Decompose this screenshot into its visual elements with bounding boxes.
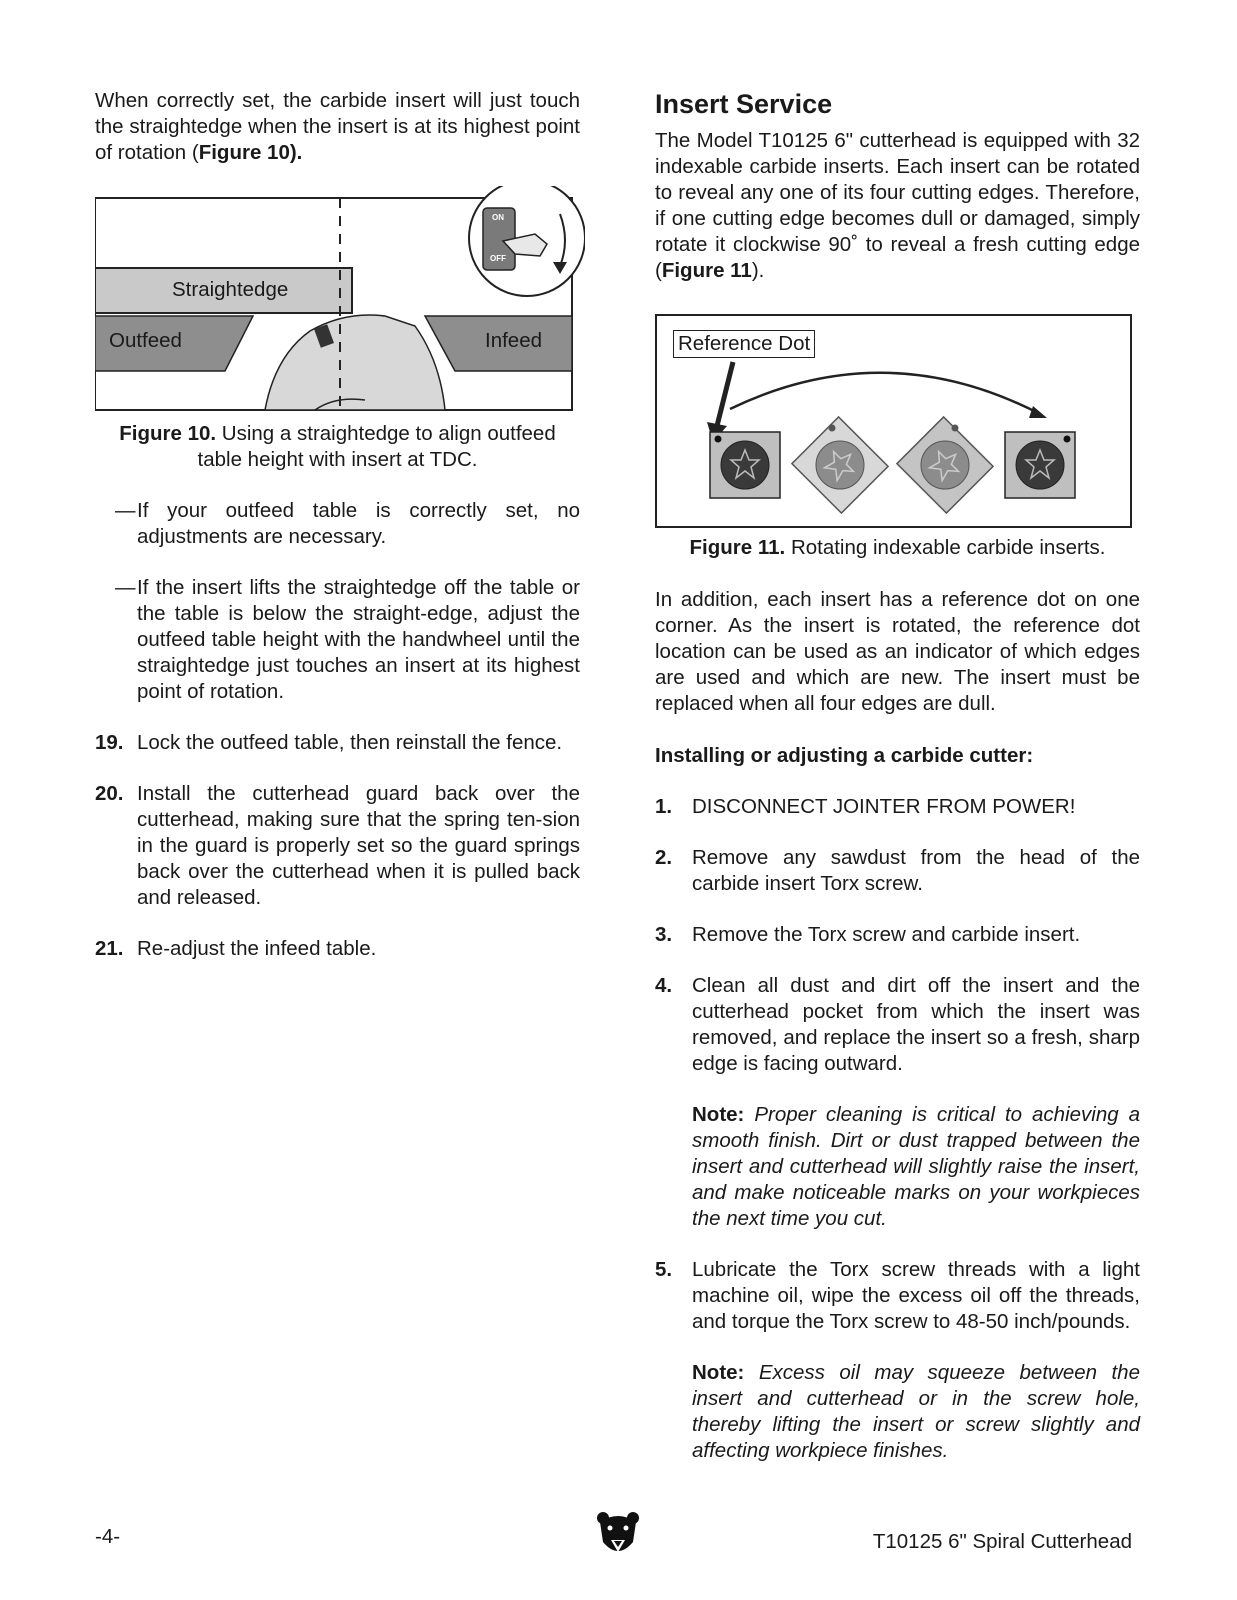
page-number: -4- — [95, 1525, 121, 1548]
figure-10-caption: Figure 10. Using a straightedge to align outfeed table height with insert at TDC. — [119, 422, 556, 471]
figure-11-caption: Figure 11. Rotating indexable carbide inserts. — [689, 536, 1106, 559]
label-straightedge: Straightedge — [172, 278, 289, 301]
step-4: 4. Clean all dust and dirt off the insert and the cutterhead pocket from which the insert was removed, and replace the insert so a fresh, sharp edge is facing outward. — [655, 974, 1140, 1075]
section-heading: Insert Service — [655, 89, 833, 119]
dash-item-2: — If the insert lifts the straightedge off the table or the table is below the straight-edge, adjust the outfeed table height with the handwheel until the straightedge just touches an insert at its highest point of rotation. — [115, 576, 580, 703]
note-2: Note: Excess oil may squeeze between the insert and cutterhead or in the screw hole, thereby lifting the insert or screw slightly and affecting workpiece finishes. — [692, 1361, 1140, 1462]
figure-11 — [655, 314, 1133, 529]
figure-10-illustration — [95, 186, 585, 411]
step-5: 5. Lubricate the Torx screw threads with a light machine oil, wipe the excess oil off the threads, and torque the Torx screw to 48-50 inch/pounds. — [655, 1258, 1140, 1333]
figure-10 — [95, 186, 585, 411]
switch-off-label: OFF — [490, 254, 506, 263]
insert-4 — [1005, 432, 1075, 498]
note-1: Note: Proper cleaning is critical to achieving a smooth finish. Dirt or dust trapped between the insert and cutterhead will slightly raise the insert, and make noticeable marks on your workpieces the next time you cut. — [692, 1103, 1140, 1230]
subheading: Installing or adjusting a carbide cutter: — [655, 744, 1034, 767]
label-outfeed: Outfeed — [109, 329, 182, 352]
reference-dot-paragraph: In addition, each insert has a reference dot on one corner. As the insert is rotated, the reference dot location can be used as an indicator of which edges are used and which are new. The insert must be replaced when all four edges are dull. — [655, 588, 1140, 715]
step-19: 19. Lock the outfeed table, then reinstall the fence. — [95, 731, 563, 754]
insert-1 — [710, 432, 780, 498]
step-1: 1. DISCONNECT JOINTER FROM POWER! — [655, 795, 1076, 818]
right-column — [655, 88, 1140, 1464]
footer-title: T10125 6" Spiral Cutterhead — [872, 1530, 1132, 1553]
bear-logo-icon — [595, 1510, 641, 1563]
switch-on-label: ON — [492, 213, 504, 222]
step-21: 21. Re-adjust the infeed table. — [95, 937, 377, 960]
left-column — [95, 88, 580, 962]
dash-item-1: — If your outfeed table is correctly set, no adjustments are necessary. — [115, 499, 580, 548]
intro-paragraph: When correctly set, the carbide insert will just touch the straightedge when the insert is at its highest point of rotation (Figure 10). — [95, 89, 580, 164]
label-reference-dot: Reference Dot — [673, 330, 815, 358]
label-infeed: Infeed — [485, 329, 542, 352]
step-3: 3. Remove the Torx screw and carbide insert. — [655, 923, 1081, 946]
step-20: 20. Install the cutterhead guard back over the cutterhead, making sure that the spring ten-sion in the guard is properly set so the guard springs back over the cutterhead when it is pulled back and released. — [95, 782, 580, 909]
step-2: 2. Remove any sawdust from the head of the carbide insert Torx screw. — [655, 846, 1140, 895]
intro-paragraph-right: The Model T10125 6" cutterhead is equipped with 32 indexable carbide inserts. Each insert can be rotated to reveal any one of its four cutting edges. Therefore, if one cutting edge becomes dull or damaged, simply rotate it clockwise 90˚ to reveal a fresh cutting edge (Figure 11). — [655, 129, 1140, 282]
